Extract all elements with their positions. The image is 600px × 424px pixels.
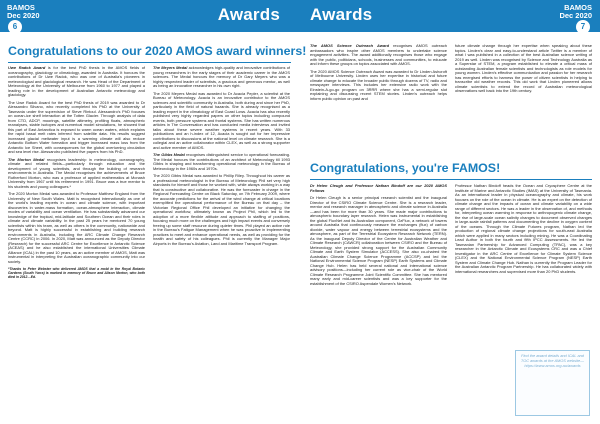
divider bbox=[310, 179, 592, 180]
paragraph bbox=[153, 66, 290, 89]
issue-date: Dec 2020 bbox=[559, 11, 592, 20]
paragraph bbox=[8, 66, 145, 98]
issue-label bbox=[7, 4, 40, 20]
paragraph-text: recognises distinguished service to operational forecasting. The Medal honours the contributions of an architect of Meteorology till 1993 Gibbs in shaping and transforming operational meteorology in the Bureau of Meteorology in the 1960s and 1970s. bbox=[153, 152, 290, 171]
publication-name: BAMOS bbox=[7, 3, 35, 12]
paragraph: future climate change through her expertise when speaking about these topics. Linden's clear and easy-to-understand article Twitter is a member of what I was published in a collection of the best Australian science writing of 2019 as well. Linden was recognised by Science and Technology Australia as a Superstar of STEM, a program established to elevate a critical mass of outstanding Australian female scientists and technologists as role models for young women. Linden's effective communication and passion for her research has energised efforts to harness the power of citizen scientists in helping to transcribe old weather records. This old work that Linden pioneered allows climate scientists to extend the record of Australian meteorological observations well back into the 19th century. bbox=[455, 43, 592, 93]
article-column-5 bbox=[310, 184, 447, 289]
issue-label bbox=[559, 4, 592, 20]
award-name: The Gibbs Medal bbox=[153, 152, 185, 157]
page-number: 7 bbox=[576, 20, 590, 34]
publication-name: BAMOS bbox=[564, 3, 592, 12]
paragraph-text: recognises AMOS outreach ambassadors who inspire other AMOS members to undertake science engagement activities. The award additionally recognises those who engage with the public, politicians, schools, businesses and communities, to educate and inform these groups on topics associated with AMOS. bbox=[310, 43, 447, 66]
issue-date: Dec 2020 bbox=[7, 11, 40, 20]
award-name: The AMOS Science Outreach Award bbox=[310, 43, 390, 48]
paragraph: The 2020 Gibbs Medal was awarded to Phillip Riley. Throughout his career as a professional meteorologist in the Bureau of Meteorology Phil set very high standards for himself and those he worked with, while always working in a way that is constructive and collaborative. He was the forecaster in charge in the Regional Forecasting Centre on Black Saturday, on 7th February 2009, where the accurate predictions for the arrival of the wind change at critical locations exemplified the operational performance of the Bureau on that day – the Victorian Regional Office Phil developed an initiative for changing the operational workflow, ultimately known as Project Phil, which led to the adoption of a more flexible attitude and approach to staffing of positions, focusing much more on the challenges and high impact events and conversely freeing up some staff resource during quieter times. Phil played an active role in the Bureau's Fatigue Management when he was proactive in implementing practices to meet and enhance operational needs, as well as providing for the health and safety of his colleagues. Phil is currently the Manager Major Airports in the Bureau's Aviation, Land and Maritime Transport Program. bbox=[153, 173, 290, 246]
article-column-6 bbox=[455, 184, 592, 277]
paragraph: The 2020 Meyers Medal was awarded to Dr Acacia Pepler, a scientist at the Bureau of Meteorology. Acacia is an innovative contributor to the AMOS sciences and scientific community in Australia, both during and since her PhD, particularly in the field of natural hazards. She is already recognised as a leading expert in the climatology of East Coast Lows. Acacia has also recently published very highly regarded papers on other topics including compound events, both pressure systems and frontal systems. She has written numerous articles in The Conversation and has conducted media interviews and invited talks about these severe weather systems in recent years. With 33 publications and an h-index of 12, Acacia is sought out for her impressive contributions to discussions at the national level on climate research. She is a collegial and an active collaborator within CLEX, as well as a strong supporter and active member of AMOS. bbox=[153, 90, 290, 150]
paragraph: The 2020 Morton Medal was awarded to Professor Matthew England from the University of New South Wales. Matt is recognised internationally as one of the world's leading experts in ocean and climate science, with important discoveries in water-mass formation, ocean-atmosphere interaction, climate modes of variability and ocean ventilation. He has substantially advanced our knowledge of the tropical, mid-latitude and Southern Ocean and their roles in climate and climate variability. In the past 25 years he mentored 70 young scientists within his team, as well as others in the community, nationwide and beyond. Matt is highly successful in establishing and building research environments in Australia, including the ARC Climate Change Research Centre (CCRC) in 2006. In 2020, Matt was announced as the Deputy Director (Research) for the successful ARC Centre for Excellence in Antarctic Science (ACEAS) and he also established the international Universities Climate Alliance (ICAL) in the past 10 years, as an active member of AMOS, Matt was instrumental in interpreting the Australian oceanographic community into our society. bbox=[8, 191, 145, 264]
callout-text: Find the award details and ICAL and TOC awards at the AMOS website—https://www.amos.org.au/awards bbox=[520, 353, 585, 368]
fellows-heading: Dr Helen Cleugh and Professor Nathan Bindoff are our 2020 AMOS Fellows bbox=[310, 183, 447, 193]
award-name: Uwe Radok Award bbox=[8, 65, 46, 70]
section-title: Awards bbox=[217, 5, 280, 24]
article-column-3 bbox=[310, 44, 447, 104]
paragraph-text: recognises leadership in meteorology, oceanography, climate and related fields—particularly through education and the development of young scientists, and through the building of research environments in Australia. The Medal recognises the achievements of Bruce Rutherford Morton, who was a professor of applied mathematics at Monash University from 1967 until his retirement in 1991. Bruce was a true mentor to his students and young colleagues.* bbox=[8, 156, 145, 189]
footnote: *Thanks to Peter Webster who delivered AMOS that a mold in the Royal Botanic Gardens (South Yarra) is marked in memory of Bruce and Alison Morton, who both died in 2012—Ed. bbox=[8, 267, 145, 279]
page-heading: Congratulations to our 2020 AMOS award winners! bbox=[8, 44, 307, 58]
paragraph bbox=[310, 44, 447, 67]
paragraph: The Uwe Radok Award for the best PhD thesis of 2019 was awarded to Dr Alessandro Silvano, who recently completed his PhD at the University of Tasmania under the supervision of Steve Rintoul. Alessandro's PhD focuses on ocean-ice shelf interaction at the Totten Glacier. Through analysis of data from CTD, ADCP, moorings, satellite altimetry, profiling floats, atmospheric reanalyses, stable isotopes and numerical model simulations, he showed that this part of East Antarctica is exposed to warm ocean waters, which explains the rapid basal melt rates inferred from satellite data. His results suggest increased glacial meltwater input is a warming climate will also reduce Antarctic Bottom Water formation and trigger increased mass loss from the Antarctic Ice Sheet, with consequences for the global overturning circulation and sea level rise. Alessandro published five papers from his PhD. bbox=[8, 99, 145, 154]
paragraph-text: acknowledges high-quality and innovative contributions of young researchers in the early stages of their academic career in the AMOS sciences. The Medal honours the memory of Dr Gary Meyers who was a highly respected leader of scientists, a gracious and generous mentor, as well as being an innovative researcher in his own right. bbox=[153, 65, 290, 88]
paragraph bbox=[153, 153, 290, 171]
award-name: The Morton Medal bbox=[8, 156, 45, 162]
page-number: 6 bbox=[8, 20, 22, 34]
paragraph: The 2020 AMOS Science Outreach Award was awarded to Dr Linden Ashcroft of Melbourne University. Linden uses her expertise in historical and future climate change to educate the broader public through dozens of TV, radio and newspaper interviews. This includes her extensive radio work with the Einstein-A-go-go program on 3RRR where she has a semi-regular slot explaining and discussing recent STEM stories. Linden's outreach helps inform public opinion on past and bbox=[310, 68, 447, 101]
article-column-1 bbox=[8, 66, 145, 282]
divider bbox=[8, 62, 291, 63]
info-callout-box bbox=[515, 350, 590, 416]
article-column-4 bbox=[455, 44, 592, 97]
section-heading: Congratulations, you're FAMOS! bbox=[310, 161, 501, 175]
paragraph-text: is for the best PhD thesis in the AMOS fields of oceanography, glaciology or climatology, awarded in Australia. It honours the contributions of Dr Uwe Radok, who was one of Australia's pioneers in meteorological and glaciological research. He was Head of the Department of Meteorology at the University of Melbourne from 1960 to 1977 and played a leading role in the development of Australian Antarctic meteorology and glaciology. bbox=[8, 65, 145, 97]
paragraph: Dr Helen Cleugh is a senior principal research scientist and the inaugural Director of the CSIRO Climate Science Centre. She is a research leader, mentor and research manager in atmospheric and climate science in Australia—and has been for more than 30 years. She made major contributions to atmospheric boundary layer research. Helen was instrumental in establishing the global FluxNet and its Australian component, OzFlux, a network of towers around Australia that continuously measure the exchanges (flux) of carbon dioxide, water vapour and energy between terrestrial ecosystems and the atmosphere, as part of the Terrestrial Ecosystem Research Network (TERN). As the inaugural Deputy Director of the Centre for Australian Weather and Climate Research (CAWCR) collaboration between CSIRO and the Bureau of Meteorology, she provided strong support for the Australian Community Climate and Earth System Simulator (ACCESS). She also co-chaired the Australian Climate Change Science Programme (ACCSP) and led the National Environmental Science Program (NESP) Earth Systems and Climate Change Hub. Helen has held several national and international science advisory positions—including her current role as vice-chair of the World Climate Research Programme Joint Scientific Committee. She has mentored many early and mid-career scientists and was a key supporter for the establishment of the CSIRO Aspendale Women's Network. bbox=[310, 195, 447, 286]
section-title: Awards bbox=[310, 5, 373, 24]
paragraph bbox=[8, 158, 145, 190]
award-name: The Meyers Medal bbox=[153, 65, 188, 70]
paragraph: Professor Nathan Bindoff heads the Ocean and Cryosphere Centre at the Institute of Marine and Antarctic Studies (IMAS) at the University of Tasmania. As an international leader in physical oceanography and climate, his work focuses on the role of the ocean in climate. He is an expert on the detection of climate change and the impacts of ocean and climate variability on a wide range of different sectors. He was a leader in the observation of, and methods for, interpreting ocean warming in response to anthropogenic climate change, the rise of large-scale ocean salinity changes to document observed changes in large-scale rainfall patterns and documenting the decline in oxygen content of the oceans. Through the Climate Futures program, Nathan led the production of regional climate change projections for south-east Australia which were applied in many sectors including mining. He was a Coordinating Lead Author in both the fourth and fifth IPCC Assessments. He led the Tasmanian Partnership for Advanced Computing (TPAC), was a key researcher in the Antarctic Climate and Ecosystems CRC and was a Chief Investigator in the ARC Centre of Excellence for Climate System Science (CLEX) and the National Environmental Science Program (NESP) Earth System and Climate Change Hub. Nathan is currently the Program Leader for the Australian Antarctic Program Partnership. He has collaborated widely with international researchers and supervised more than 20 PhD students. bbox=[455, 183, 592, 274]
left-page-header bbox=[0, 0, 300, 32]
article-column-2 bbox=[153, 66, 290, 249]
right-page-header bbox=[300, 0, 600, 32]
